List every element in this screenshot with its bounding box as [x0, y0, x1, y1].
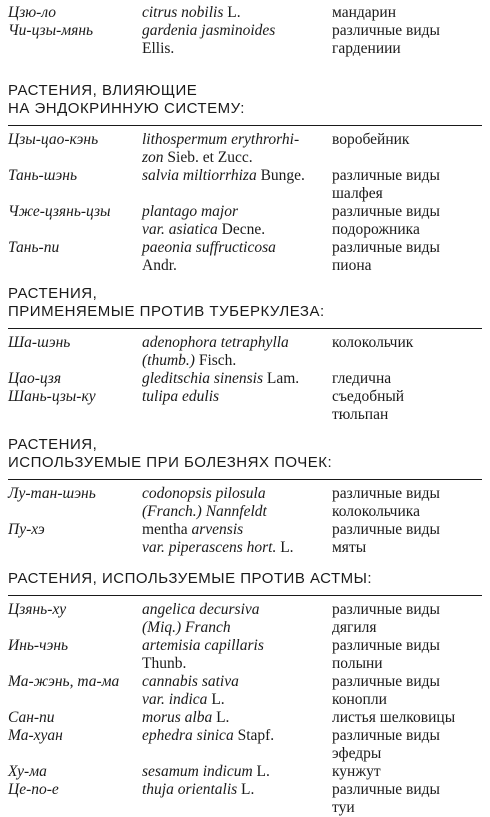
- russian-name-line: подорожника: [332, 221, 420, 238]
- chinese-name: Пу-хэ: [8, 521, 45, 538]
- section-heading: [8, 82, 245, 118]
- russian-name-line: листья шелковицы: [332, 709, 456, 726]
- latin-name-part: plantago major: [142, 203, 239, 220]
- latin-name-line: [142, 781, 254, 799]
- latin-name-part: Fisch.: [194, 352, 237, 369]
- chinese-name: Це-по-е: [8, 781, 59, 798]
- russian-name-line: различные виды: [332, 22, 440, 39]
- latin-name-line: [142, 22, 275, 40]
- latin-name: [142, 781, 254, 799]
- latin-name: [142, 727, 274, 745]
- latin-name-part: Bunge.: [256, 167, 305, 184]
- russian-name: [332, 239, 440, 275]
- latin-name-part: L.: [276, 539, 294, 556]
- latin-name-line: [142, 691, 239, 709]
- russian-name-line: туи: [332, 799, 355, 816]
- russian-name-line: различные виды: [332, 673, 440, 690]
- latin-name-line: [142, 40, 275, 58]
- chinese-name: Цао-цзя: [8, 370, 62, 387]
- latin-name-part: Thunb.: [142, 655, 187, 672]
- russian-name-line: различные виды: [332, 167, 440, 184]
- latin-name: [142, 388, 219, 406]
- russian-name-line: полыни: [332, 655, 383, 672]
- latin-name-line: [142, 167, 305, 185]
- latin-name-part: paeonia suffructicosa: [142, 239, 276, 256]
- russian-name-line: мандарин: [332, 4, 396, 21]
- section-divider: [8, 479, 482, 480]
- russian-name-line: дягиля: [332, 619, 377, 636]
- russian-name: [332, 22, 440, 58]
- russian-name-line: гардениии: [332, 40, 401, 57]
- latin-name-part: Sieb. et Zucc.: [163, 149, 253, 166]
- russian-name: [332, 334, 413, 352]
- russian-name-line: гледична: [332, 370, 392, 387]
- latin-name-part: angelica decursiva: [142, 601, 260, 618]
- latin-name-line: [142, 485, 267, 503]
- latin-name: [142, 637, 264, 673]
- russian-name-line: конопли: [332, 691, 387, 708]
- latin-name-line: [142, 539, 294, 557]
- latin-name-part: arvensis: [191, 521, 244, 538]
- russian-name: [332, 131, 409, 149]
- russian-name: [332, 4, 396, 22]
- section-divider: [8, 595, 482, 596]
- russian-name-line: эфедры: [332, 745, 382, 762]
- latin-name-part: thuja orientalis: [142, 781, 238, 798]
- latin-name-part: (thumb.): [142, 352, 195, 369]
- latin-name-part: lithospermum erythrorhi-: [142, 131, 300, 148]
- russian-name: [332, 637, 440, 673]
- russian-name-line: различные виды: [332, 781, 440, 798]
- latin-name-part: (Franch.) Nannfeldt: [142, 503, 267, 520]
- chinese-name: Шань-цзы-ку: [8, 388, 96, 405]
- russian-name-line: шалфея: [332, 185, 383, 202]
- latin-name-part: sesamum indicum: [142, 763, 253, 780]
- russian-name: [332, 167, 440, 203]
- latin-name: [142, 4, 241, 22]
- latin-name: [142, 131, 299, 167]
- russian-name-line: различные виды: [332, 727, 440, 744]
- latin-name-part: morus alba: [142, 709, 213, 726]
- latin-name-part: citrus nobilis: [142, 4, 224, 21]
- chinese-name: Ша-шэнь: [8, 334, 71, 351]
- latin-name-part: (Miq.) Franch: [142, 619, 231, 636]
- latin-name: [142, 203, 265, 239]
- latin-name: [142, 673, 239, 709]
- latin-name-line: [142, 257, 276, 275]
- chinese-name: Цзю-ло: [8, 4, 57, 21]
- latin-name-part: L.: [252, 763, 270, 780]
- latin-name-line: [142, 239, 276, 257]
- latin-name-part: codonopsis pilosula: [142, 485, 266, 502]
- latin-name-line: [142, 149, 299, 167]
- russian-name-line: различные виды: [332, 239, 440, 256]
- russian-name: [332, 601, 440, 637]
- section-heading: [8, 570, 372, 588]
- russian-name-line: колокольчик: [332, 334, 414, 351]
- latin-name-part: L.: [212, 709, 230, 726]
- latin-name-part: Ellis.: [142, 40, 175, 57]
- latin-name-part: var. piperascens hort.: [142, 539, 277, 556]
- latin-name-part: tulipa edulis: [142, 388, 220, 405]
- latin-name-part: gleditschia sinensis: [142, 370, 263, 387]
- latin-name-part: mentha: [142, 521, 192, 538]
- russian-name-line: различные виды: [332, 485, 440, 502]
- russian-name-line: съедобный: [332, 388, 405, 405]
- russian-name-line: кунжут: [332, 763, 381, 780]
- russian-name-line: различные виды: [332, 601, 440, 618]
- latin-name: [142, 485, 267, 521]
- latin-name-line: [142, 619, 260, 637]
- latin-name-part: Lam.: [262, 370, 300, 387]
- latin-name: [142, 601, 260, 637]
- chinese-name: Тань-шэнь: [8, 167, 77, 184]
- latin-name-part: Andr.: [142, 257, 177, 274]
- section-divider: [8, 125, 482, 126]
- latin-name: [142, 763, 270, 781]
- russian-name: [332, 388, 404, 424]
- russian-name: [332, 763, 381, 781]
- latin-name-part: salvia miltiorrhiza: [142, 167, 257, 184]
- latin-name-part: adenophora tetraphylla: [142, 334, 289, 351]
- latin-name: [142, 709, 229, 727]
- latin-name-line: [142, 388, 219, 406]
- latin-name-line: [142, 521, 294, 539]
- latin-name-line: [142, 203, 265, 221]
- russian-name-line: колокольчика: [332, 503, 420, 520]
- section-heading-line: РАСТЕНИЯ,: [8, 436, 98, 453]
- russian-name-line: различные виды: [332, 203, 440, 220]
- latin-name-part: cannabis sativa: [142, 673, 239, 690]
- latin-name-part: zon: [142, 149, 164, 166]
- chinese-name: Лу-тан-шэнь: [8, 485, 96, 502]
- latin-name: [142, 167, 305, 185]
- chinese-name: Инь-чэнь: [8, 637, 69, 654]
- chinese-name: Ма-жэнь, та-ма: [8, 673, 120, 690]
- russian-name-line: мяты: [332, 539, 367, 556]
- latin-name-part: artemisia capillaris: [142, 637, 264, 654]
- chinese-name: Тань-пи: [8, 239, 60, 256]
- latin-name-line: [142, 334, 289, 352]
- latin-name: [142, 334, 289, 370]
- latin-name-line: [142, 655, 264, 673]
- section-divider: [8, 328, 482, 329]
- russian-name: [332, 370, 391, 388]
- russian-name: [332, 521, 440, 557]
- russian-name: [332, 781, 440, 817]
- latin-name-part: L.: [237, 781, 255, 798]
- chinese-name: Чи-цзы-мянь: [8, 22, 94, 39]
- latin-name-line: [142, 131, 299, 149]
- latin-name: [142, 370, 299, 388]
- section-heading-line: ПРИМЕНЯЕМЫЕ ПРОТИВ ТУБЕРКУЛЕЗА:: [8, 303, 325, 320]
- chinese-name: Ма-хуан: [8, 727, 63, 744]
- latin-name-line: [142, 601, 260, 619]
- section-heading-line: ИСПОЛЬЗУЕМЫЕ ПРИ БОЛЕЗНЯХ ПОЧЕК:: [8, 454, 333, 471]
- latin-name-line: [142, 637, 264, 655]
- latin-name-part: L.: [223, 4, 241, 21]
- latin-name-part: gardenia jasminoides: [142, 22, 276, 39]
- latin-name-line: [142, 503, 267, 521]
- section-heading-line: РАСТЕНИЯ, ВЛИЯЮЩИЕ: [8, 82, 198, 99]
- section-heading-line: РАСТЕНИЯ, ИСПОЛЬЗУЕМЫЕ ПРОТИВ АСТМЫ:: [8, 570, 373, 587]
- russian-name: [332, 485, 440, 521]
- chinese-name: Чже-цзянь-цзы: [8, 203, 111, 220]
- latin-name-part: Stapf.: [233, 727, 275, 744]
- section-heading-line: РАСТЕНИЯ,: [8, 285, 98, 302]
- latin-name: [142, 521, 294, 557]
- latin-name-line: [142, 727, 274, 745]
- latin-name-line: [142, 709, 229, 727]
- russian-name-line: воробейник: [332, 131, 410, 148]
- latin-name-part: Decne.: [217, 221, 266, 238]
- latin-name-line: [142, 673, 239, 691]
- latin-name-part: var. asiatica: [142, 221, 218, 238]
- latin-name-line: [142, 4, 241, 22]
- russian-name-line: тюльпан: [332, 406, 389, 423]
- section-heading: [8, 285, 325, 321]
- chinese-name: Цзы-цао-кэнь: [8, 131, 99, 148]
- section-heading-line: НА ЭНДОКРИННУЮ СИСТЕМУ:: [8, 100, 245, 117]
- latin-name-part: var. indica: [142, 691, 208, 708]
- russian-name-line: различные виды: [332, 521, 440, 538]
- section-heading: [8, 436, 332, 472]
- latin-name: [142, 239, 276, 275]
- chinese-name: Цзянь-ху: [8, 601, 67, 618]
- russian-name-line: пиона: [332, 257, 372, 274]
- latin-name-line: [142, 352, 289, 370]
- chinese-name: Сан-пи: [8, 709, 55, 726]
- chinese-name: Ху-ма: [8, 763, 47, 780]
- russian-name: [332, 203, 440, 239]
- russian-name: [332, 727, 440, 763]
- latin-name: [142, 22, 275, 58]
- latin-name-line: [142, 221, 265, 239]
- latin-name-line: [142, 370, 299, 388]
- latin-name-line: [142, 763, 270, 781]
- latin-name-part: ephedra sinica: [142, 727, 234, 744]
- russian-name: [332, 673, 440, 709]
- russian-name: [332, 709, 455, 727]
- russian-name-line: различные виды: [332, 637, 440, 654]
- latin-name-part: L.: [207, 691, 225, 708]
